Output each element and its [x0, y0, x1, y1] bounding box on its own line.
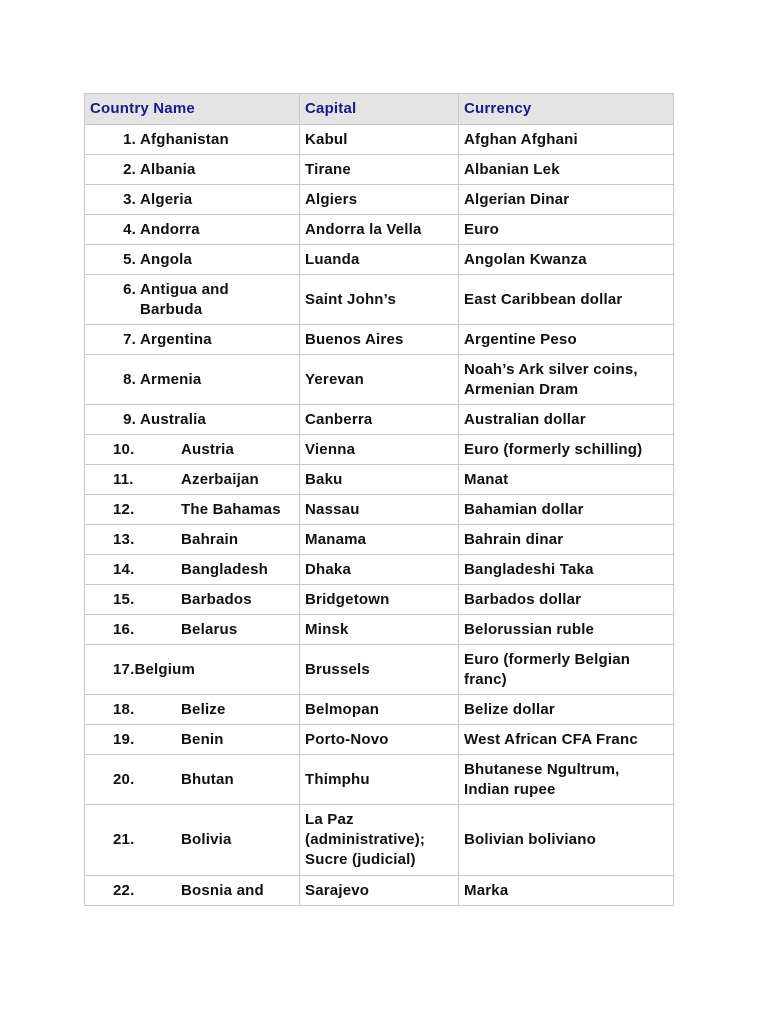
row-number: 17.	[113, 660, 135, 678]
table-row	[85, 585, 674, 615]
row-number: 6.	[123, 280, 136, 298]
capital-cell: Luanda	[300, 245, 459, 275]
country-cell	[85, 615, 300, 645]
currency-cell: Belize dollar	[459, 695, 674, 725]
country-name: Bhutan	[181, 770, 234, 788]
country-cell	[85, 125, 300, 155]
capital-cell: Sarajevo	[300, 876, 459, 906]
capital-cell: Algiers	[300, 185, 459, 215]
row-number: 18.	[113, 700, 135, 718]
header-currency: Currency	[459, 94, 674, 125]
capital-cell: Dhaka	[300, 555, 459, 585]
country-table-container	[84, 93, 673, 906]
country-cell	[85, 465, 300, 495]
table-row	[85, 805, 674, 876]
row-number: 14.	[113, 560, 135, 578]
row-number: 9.	[123, 410, 136, 428]
country-name: Bahrain	[181, 530, 239, 548]
currency-cell: Bhutanese Ngultrum, Indian rupee	[459, 755, 674, 805]
country-name: Barbados	[181, 590, 252, 608]
country-cell	[85, 805, 300, 876]
currency-cell: Australian dollar	[459, 405, 674, 435]
table-row	[85, 275, 674, 325]
currency-cell: Bahamian dollar	[459, 495, 674, 525]
country-cell	[85, 435, 300, 465]
table-row	[85, 325, 674, 355]
currency-cell: West African CFA Franc	[459, 725, 674, 755]
country-name: Benin	[181, 730, 224, 748]
country-cell	[85, 325, 300, 355]
country-name: Afghanistan	[140, 130, 229, 148]
currency-cell: East Caribbean dollar	[459, 275, 674, 325]
currency-cell: Noah’s Ark silver coins, Armenian Dram	[459, 355, 674, 405]
capital-cell: Tirane	[300, 155, 459, 185]
capital-cell: Andorra la Vella	[300, 215, 459, 245]
country-cell	[85, 585, 300, 615]
table-row	[85, 435, 674, 465]
currency-cell: Barbados dollar	[459, 585, 674, 615]
row-number: 4.	[123, 220, 136, 238]
capital-cell: Yerevan	[300, 355, 459, 405]
country-name: Belarus	[181, 620, 238, 638]
capital-cell: Kabul	[300, 125, 459, 155]
header-country-name: Country Name	[85, 94, 300, 125]
table-row	[85, 555, 674, 585]
country-cell	[85, 245, 300, 275]
row-number: 1.	[123, 130, 136, 148]
country-name: Australia	[140, 410, 206, 428]
capital-cell: Thimphu	[300, 755, 459, 805]
currency-cell: Afghan Afghani	[459, 125, 674, 155]
capital-cell: Manama	[300, 525, 459, 555]
country-cell	[85, 185, 300, 215]
country-cell	[85, 215, 300, 245]
country-cell	[85, 275, 300, 325]
row-number: 11.	[113, 470, 134, 488]
capital-cell: Vienna	[300, 435, 459, 465]
country-cell	[85, 725, 300, 755]
country-cell	[85, 645, 300, 695]
country-name: Belize	[181, 700, 226, 718]
country-cell	[85, 495, 300, 525]
row-number: 19.	[113, 730, 135, 748]
currency-cell: Bolivian boliviano	[459, 805, 674, 876]
capital-cell: Buenos Aires	[300, 325, 459, 355]
row-number: 3.	[123, 190, 136, 208]
country-name: Austria	[181, 440, 235, 458]
table-row	[85, 525, 674, 555]
country-cell	[85, 755, 300, 805]
currency-cell: Algerian Dinar	[459, 185, 674, 215]
row-number: 10.	[113, 440, 135, 458]
table-row	[85, 495, 674, 525]
table-row	[85, 125, 674, 155]
row-number: 21.	[113, 831, 135, 848]
country-capital-currency-table	[84, 93, 674, 906]
header-capital: Capital	[300, 94, 459, 125]
currency-cell: Manat	[459, 465, 674, 495]
capital-cell: Brussels	[300, 645, 459, 695]
row-number: 12.	[113, 500, 135, 518]
capital-cell: Bridgetown	[300, 585, 459, 615]
capital-cell: Canberra	[300, 405, 459, 435]
country-cell	[85, 525, 300, 555]
table-row	[85, 695, 674, 725]
row-number: 5.	[123, 250, 136, 268]
table-row	[85, 645, 674, 695]
country-name: Angola	[140, 250, 193, 268]
country-name: Bosnia and	[181, 881, 264, 899]
country-name: Andorra	[140, 220, 200, 238]
table-row	[85, 355, 674, 405]
capital-cell: La Paz (administrative); Sucre (judicial)	[300, 805, 459, 876]
currency-cell: Euro (formerly Belgian franc)	[459, 645, 674, 695]
table-row	[85, 465, 674, 495]
country-cell	[85, 876, 300, 906]
table-row	[85, 245, 674, 275]
table-row	[85, 405, 674, 435]
currency-cell: Belorussian ruble	[459, 615, 674, 645]
capital-cell: Belmopan	[300, 695, 459, 725]
country-cell	[85, 405, 300, 435]
currency-cell: Bahrain dinar	[459, 525, 674, 555]
country-name: Armenia	[140, 370, 202, 388]
table-header-row	[85, 94, 674, 125]
country-cell	[85, 555, 300, 585]
currency-cell: Marka	[459, 876, 674, 906]
table-row	[85, 155, 674, 185]
currency-cell: Bangladeshi Taka	[459, 555, 674, 585]
row-number: 2.	[123, 160, 136, 178]
table-row	[85, 215, 674, 245]
country-name: Bangladesh	[181, 560, 269, 578]
capital-cell: Saint John’s	[300, 275, 459, 325]
country-name: Antigua and Barbuda	[140, 280, 229, 318]
table-row	[85, 185, 674, 215]
country-name: Argentina	[140, 330, 212, 348]
country-cell	[85, 695, 300, 725]
capital-cell: Minsk	[300, 615, 459, 645]
currency-cell: Euro (formerly schilling)	[459, 435, 674, 465]
currency-cell: Argentine Peso	[459, 325, 674, 355]
country-name: Azerbaijan	[181, 470, 259, 488]
row-number: 22.	[113, 881, 135, 899]
country-name: Bolivia	[181, 831, 232, 848]
currency-cell: Euro	[459, 215, 674, 245]
row-number: 13.	[113, 530, 135, 548]
capital-cell: Porto-Novo	[300, 725, 459, 755]
country-cell	[85, 155, 300, 185]
table-row	[85, 615, 674, 645]
country-name: Albania	[140, 160, 196, 178]
country-name: The Bahamas	[181, 500, 281, 518]
capital-cell: Nassau	[300, 495, 459, 525]
table-row	[85, 725, 674, 755]
row-number: 15.	[113, 590, 135, 608]
table-row	[85, 876, 674, 906]
row-number: 20.	[113, 770, 135, 788]
country-cell	[85, 355, 300, 405]
country-name: Algeria	[140, 190, 193, 208]
currency-cell: Angolan Kwanza	[459, 245, 674, 275]
row-number: 7.	[123, 330, 136, 348]
row-number: 16.	[113, 620, 135, 638]
currency-cell: Albanian Lek	[459, 155, 674, 185]
row-number: 8.	[123, 370, 136, 388]
table-row	[85, 755, 674, 805]
capital-cell: Baku	[300, 465, 459, 495]
country-name: Belgium	[134, 660, 196, 678]
